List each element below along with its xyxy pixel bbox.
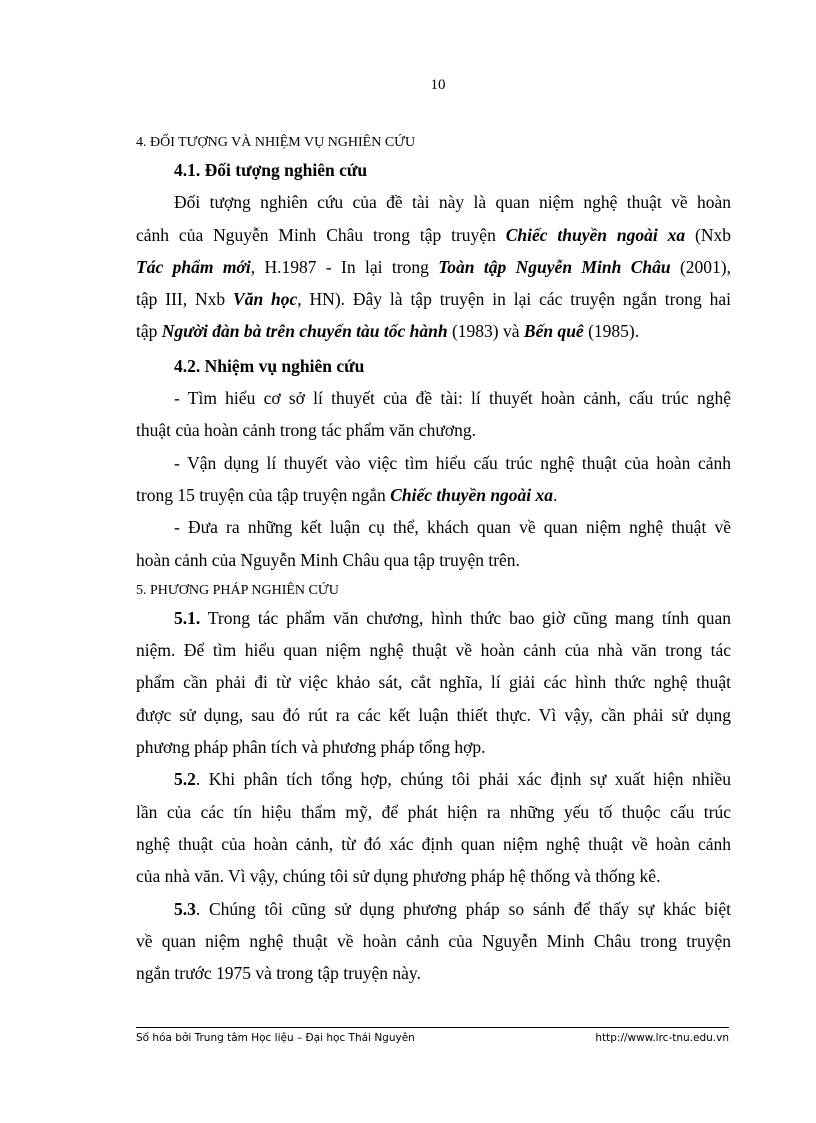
book-title: Người đàn bà trên chuyến tàu tốc hành [161,321,448,342]
publisher-name: Tác phẩm mới [136,256,251,277]
publisher-name: Văn học [233,289,298,310]
text-run: (1983) và [447,321,524,342]
book-title: Chiếc thuyền ngoài xa [505,224,686,245]
text-line: - Tìm hiểu cơ sở lí thuyết của đề tài: lí thuyết hoàn cảnh, cấu trúc nghệ [174,388,731,409]
footer-url: http://www.lrc-tnu.edu.vn [595,1032,729,1044]
text-line [136,219,731,251]
text-line: - Đưa ra những kết luận cụ thể, khách quan về quan niệm nghệ thuật về [174,517,731,538]
method-number: 5.3 [174,898,196,919]
text-line: phương pháp phân tích và phương pháp tổng hợp. [136,737,486,758]
text-run: . [553,484,558,505]
text-line [136,602,731,634]
method-number: 5.1. [174,607,201,628]
text-run: . Chúng tôi cũng sử dụng phương pháp so sánh để thấy sự khác biệt [195,898,731,919]
text-run: (1985). [583,321,640,342]
text-line: phẩm cần phải đi từ việc khảo sát, cắt nghĩa, lí giải các hình thức nghệ thuật [136,672,731,693]
text-line: - Vận dụng lí thuyết vào việc tìm hiểu cấu trúc nghệ thuật của hoàn cảnh [174,452,731,473]
book-title: Bến quê [523,321,584,342]
text-run: , H.1987 - In lại trong [250,256,439,277]
section-4-heading: 4. ĐỐI TƯỢNG VÀ NHIỆM VỤ NGHIÊN CỨU [136,135,416,150]
footer [136,1032,729,1044]
text-line: hoàn cảnh của Nguyễn Minh Châu qua tập truyện trên. [136,549,520,570]
text-line: Đối tượng nghiên cứu của đề tài này là quan niệm nghệ thuật về hoàn [174,192,731,213]
text-run: Trong tác phẩm văn chương, hình thức bao giờ cũng mang tính quan [200,607,731,628]
text-line: được sử dụng, sau đó rút ra các kết luận thiết thực. Vì vậy, cần phải sử dụng [136,704,731,725]
text-run: trong 15 truyện của tập truyện ngắn [136,484,391,505]
text-line [136,479,731,511]
text-run: tập [136,321,162,342]
task-item [136,382,731,447]
task-item [136,511,731,576]
text-line: lần của các tín hiệu thẩm mỹ, để phát hiện ra những yếu tố thuộc cấu trúc [136,801,731,822]
book-title: Chiếc thuyền ngoài xa [390,484,554,505]
text-line: về quan niệm nghệ thuật về hoàn cảnh của Nguyễn Minh Châu trong truyện [136,930,731,951]
method-paragraph [136,602,731,763]
text-run: . Khi phân tích tổng hợp, chúng tôi phải xác định sự xuất hiện nhiều [195,769,731,790]
book-title: Toàn tập Nguyễn Minh Châu [438,256,671,277]
text-line: thuật của hoàn cảnh trong tác phẩm văn chương. [136,420,476,441]
section-5-heading: 5. PHƯƠNG PHÁP NGHIÊN CỨU [136,582,339,598]
subsection-4-2-heading: 4.2. Nhiệm vụ nghiên cứu [174,355,365,376]
method-paragraph [136,893,731,990]
text-line: nghệ thuật của hoàn cảnh, từ đó xác định quan niệm nghệ thuật về hoàn cảnh [136,833,731,854]
text-line [136,251,731,283]
text-run: (2001), [670,256,731,277]
text-line: ngắn trước 1975 và trong tập truyện này. [136,963,421,984]
text-run: , HN). Đây là tập truyện in lại các truyện ngắn trong hai [297,289,731,310]
method-paragraph [136,763,731,892]
page-number: 10 [430,77,446,93]
text-run: cảnh của Nguyễn Minh Châu trong tập truyện [136,224,506,245]
task-item [136,447,731,512]
footer-divider [136,1027,729,1028]
document-body [136,132,731,989]
text-line [136,315,731,347]
text-run: (Nxb [685,224,731,245]
text-line [136,283,731,315]
method-number: 5.2 [174,769,196,790]
text-line: của nhà văn. Vì vậy, chúng tôi sử dụng phương pháp hệ thống và thống kê. [136,866,661,887]
text-line: niệm. Để tìm hiểu quan niệm nghệ thuật về hoàn cảnh của nhà văn trong tác [136,640,731,661]
text-run: tập III, Nxb [136,289,234,310]
text-line [136,763,731,795]
subsection-4-1-heading: 4.1. Đối tượng nghiên cứu [174,160,368,180]
footer-source: Số hóa bởi Trung tâm Học liệu – Đại học Thái Nguyên [136,1032,415,1044]
text-line [136,893,731,925]
paragraph-research-object [136,186,731,347]
